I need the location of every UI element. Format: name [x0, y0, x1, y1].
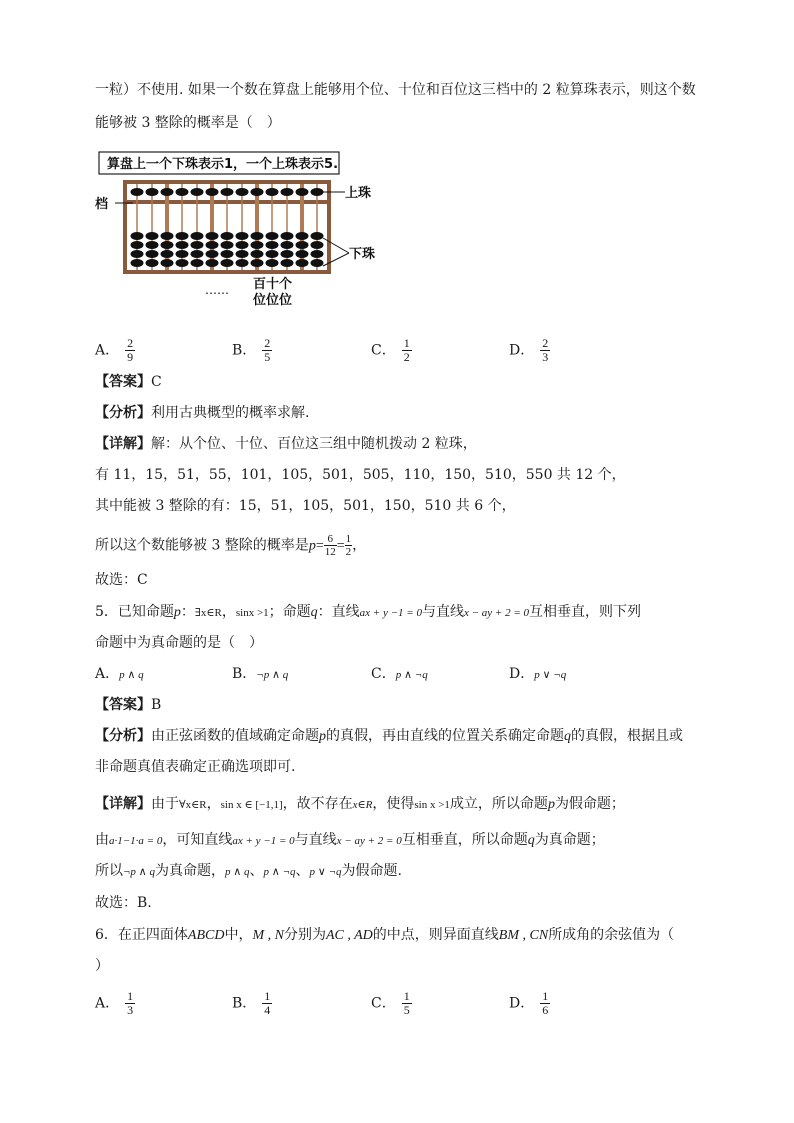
q5-option-a: A．p ∧ q	[95, 666, 144, 682]
lower-bead	[161, 241, 174, 249]
lower-bead	[251, 259, 264, 267]
q5-option-d: D．p ∨ ¬q	[509, 666, 567, 682]
lower-bead	[296, 232, 309, 240]
place-label-2: 位位位	[253, 293, 293, 308]
lower-bead	[206, 250, 219, 258]
lower-bead	[146, 259, 159, 267]
lower-bead	[176, 259, 189, 267]
lower-bead	[206, 232, 219, 240]
q4-option-a: A． $\frac{2}{9}$	[95, 336, 134, 364]
lower-bead	[221, 241, 234, 249]
lower-bead	[236, 232, 249, 240]
lower-bead	[311, 232, 324, 240]
lower-bead	[311, 250, 324, 258]
q5-detail-1: 【详解】由于∀x∈R，sin x ∈ [−1,1]，故不存在x∈R，使得sin x >1成立，所以命题p为假命题；	[95, 796, 625, 812]
q6-stem-line1: 6．在正四面体ABCD中，M , N分别为AC , AD的中点，则异面直线BM , CN所成角的余弦值为（	[95, 927, 675, 943]
lower-bead	[176, 232, 189, 240]
lower-bead	[311, 241, 324, 249]
lower-bead	[251, 241, 264, 249]
lower-bead	[221, 232, 234, 240]
q4-conclusion: 故选：C	[95, 572, 148, 588]
lower-bead	[131, 241, 144, 249]
q4-detail-1: 【详解】解：从个位、十位、百位这三组中随机拨动 2 粒珠，	[95, 436, 477, 452]
upper-bead	[191, 188, 204, 196]
lower-bead	[176, 241, 189, 249]
q5-detail-3: 所以¬p ∧ q为真命题，p ∧ q、p ∧ ¬q、p ∨ ¬q为假命题.	[95, 863, 402, 879]
lower-bead	[266, 241, 279, 249]
lower-bead	[191, 241, 204, 249]
lower-bead	[281, 241, 294, 249]
upper-bead	[266, 188, 279, 196]
lower-bead	[281, 250, 294, 258]
lower-bead	[206, 259, 219, 267]
q4-detail-3: 其中能被 3 整除的有：15，51，105，501，150，510 共 6 个，	[95, 498, 516, 514]
q4-detail-2: 有 11，15，51，55，101，105，501，505，110，150，510，550 共 12 个，	[95, 467, 626, 483]
upper-bead	[281, 188, 294, 196]
q5-answer: 【答案】B	[95, 697, 162, 713]
upper-bead	[221, 188, 234, 196]
q4-answer: 【答案】C	[95, 374, 162, 390]
lower-bead	[236, 259, 249, 267]
q5-stem-line2: 命题中为真命题的是（ ）	[95, 635, 263, 651]
q5-stem-line1: 5．已知命题p：∃x∈R，sinx >1；命题q：直线ax + y −1 = 0与直线x − ay + 2 = 0互相垂直，则下列	[95, 604, 642, 620]
q5-option-b: B．¬p ∧ q	[232, 666, 289, 682]
lower-bead	[161, 232, 174, 240]
q6-option-d: D． $\frac{1}{6}$	[509, 989, 549, 1017]
lower-bead	[191, 259, 204, 267]
q5-option-c: C．p ∧ ¬q	[371, 666, 428, 682]
lower-bead-label: 下珠	[349, 247, 376, 262]
q4-text-line1: 一粒）不使用. 如果一个数在算盘上能够用个位、十位和百位这三档中的 2 粒算珠表示，则这个数	[95, 82, 696, 98]
lower-bead	[191, 250, 204, 258]
lower-bead	[281, 259, 294, 267]
upper-bead	[251, 188, 264, 196]
q4-detail-4: 所以这个数能够被 3 整除的概率是p= $\frac{6}{12}$ = $\frac{1}{2}$ ，	[95, 533, 367, 558]
q4-text-line2: 能够被 3 整除的概率是（ ）	[95, 115, 281, 131]
q6-stem-line2: ）	[95, 958, 109, 974]
q4-option-b: B． $\frac{2}{5}$	[232, 336, 271, 364]
place-label-1: 百十个	[253, 277, 293, 292]
q4-analysis: 【分析】利用古典概型的概率求解.	[95, 405, 310, 421]
lower-bead	[296, 241, 309, 249]
lower-bead	[236, 241, 249, 249]
q6-option-b: B． $\frac{1}{4}$	[232, 989, 271, 1017]
upper-bead	[131, 188, 144, 196]
lower-bead	[251, 232, 264, 240]
q5-analysis-2: 非命题真值表确定正确选项即可.	[95, 759, 296, 775]
lower-bead	[221, 259, 234, 267]
lower-bead	[146, 250, 159, 258]
abacus-figure	[95, 150, 395, 310]
lower-bead	[161, 250, 174, 258]
upper-bead	[236, 188, 249, 196]
upper-bead-label: 上珠	[345, 186, 372, 201]
q5-detail-2: 由a·1−1·a = 0，可知直线ax + y −1 = 0与直线x − ay + 2 = 0互相垂直，所以命题q为真命题；	[95, 832, 605, 848]
q4-option-c: C． $\frac{1}{2}$	[371, 336, 410, 364]
lower-bead	[131, 232, 144, 240]
lower-bead	[311, 259, 324, 267]
upper-bead	[296, 188, 309, 196]
abacus-caption: 算盘上一个下珠表示1，一个上珠表示5.	[107, 157, 339, 172]
lower-bead	[266, 232, 279, 240]
q6-option-a: A． $\frac{1}{3}$	[95, 989, 134, 1017]
q4-option-d: D． $\frac{2}{3}$	[509, 336, 549, 364]
lower-bead	[176, 250, 189, 258]
lower-bead	[206, 241, 219, 249]
lower-bead	[296, 259, 309, 267]
lower-bead	[146, 241, 159, 249]
lower-bead	[161, 259, 174, 267]
upper-bead	[176, 188, 189, 196]
ellipsis: ……	[205, 283, 229, 297]
lower-bead	[281, 232, 294, 240]
lower-bead	[296, 250, 309, 258]
lower-bead	[191, 232, 204, 240]
lower-bead	[236, 250, 249, 258]
lower-bead	[266, 259, 279, 267]
upper-bead	[206, 188, 219, 196]
lower-bead	[131, 250, 144, 258]
lower-bead	[146, 232, 159, 240]
lower-bead	[131, 259, 144, 267]
lower-bead	[221, 250, 234, 258]
lower-bead	[251, 250, 264, 258]
lower-bead	[266, 250, 279, 258]
q6-option-c: C． $\frac{1}{5}$	[371, 989, 410, 1017]
upper-bead	[161, 188, 174, 196]
q5-conclusion: 故选：B.	[95, 895, 152, 911]
rod-label: 档	[95, 197, 109, 212]
q5-analysis-1: 【分析】由正弦函数的值域确定命题p的真假，再由直线的位置关系确定命题q的真假，根据且或	[95, 728, 683, 744]
upper-bead	[146, 188, 159, 196]
